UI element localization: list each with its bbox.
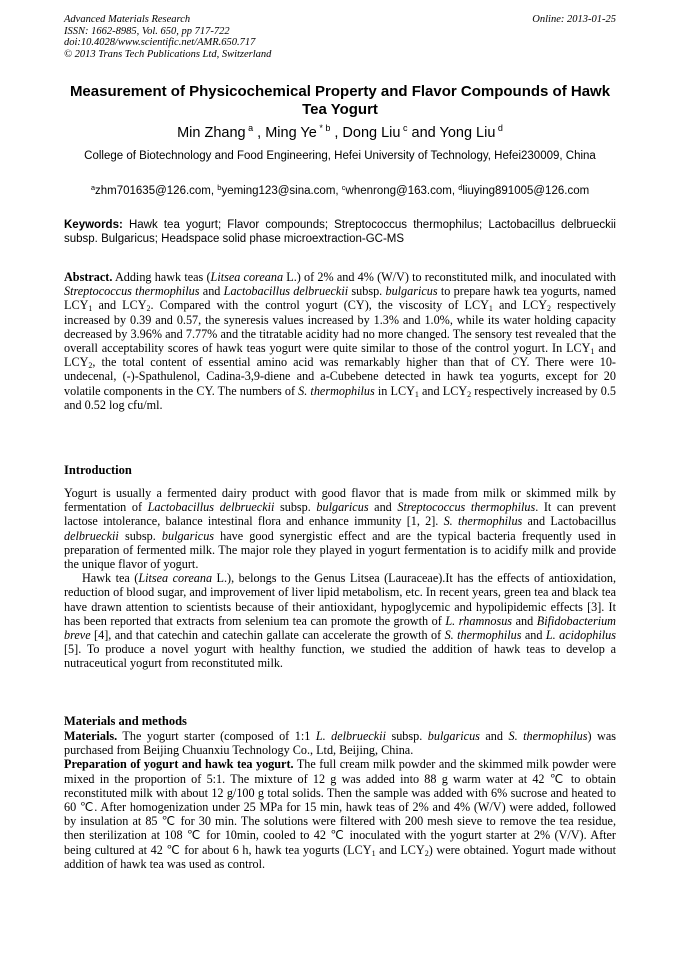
affiliation: College of Biotechnology and Food Engineering, Hefei University of Technology, Hefei230009, China bbox=[84, 150, 596, 162]
text-run: respectively increased by 0.5 and 0.52 log cfu/ml. bbox=[64, 383, 616, 412]
text-run: and LCY bbox=[375, 842, 425, 857]
email-mark: c bbox=[341, 183, 346, 192]
author-mark: a bbox=[245, 123, 254, 133]
italic-run: bulgaricus bbox=[161, 528, 215, 543]
abstract bbox=[64, 270, 616, 412]
email-separator: , bbox=[210, 185, 218, 197]
subscript: 1 bbox=[88, 304, 93, 314]
text-run: and LCY bbox=[492, 298, 548, 313]
author-name: Min Zhang bbox=[177, 125, 246, 141]
run-in-heading: Materials. bbox=[64, 729, 118, 743]
keywords-label: Keywords: bbox=[64, 219, 123, 231]
journal-issn: ISSN: 1662-8985, Vol. 650, pp 717-722 bbox=[64, 25, 230, 37]
text-run: respectively increased by 0.39 and 0.57, the syneresis values increased by 1.3% and 1.0%, while its water holding capacity decreased by 3.96% and 7.77% and the titratable acidity had no more changed. The sensory test revealed that the overall acceptability scores of hawk teas yogurt were quite similar to those of the control yogurt. In LCY bbox=[64, 298, 616, 356]
abstract-text bbox=[64, 270, 616, 412]
italic-run: bulgaricus bbox=[385, 284, 438, 299]
italic-run: bulgaricus bbox=[427, 729, 480, 743]
email-mark: d bbox=[458, 183, 463, 192]
text-run: L.) of 2% and 4% (W/V) to reconstituted milk, and inoculated with bbox=[283, 270, 617, 284]
text-run: and LCY bbox=[92, 298, 147, 313]
methods-body bbox=[64, 729, 616, 871]
italic-run: S. thermophilus bbox=[443, 514, 523, 529]
text-run: Hawk tea ( bbox=[82, 571, 139, 586]
author-name: Ming Ye bbox=[265, 125, 317, 141]
text-run: . It can prevent lactose intolerance, balance intestinal flora and enhance immunity [1, 2]. bbox=[64, 500, 616, 529]
author-separator: and bbox=[407, 125, 440, 141]
text-run: Yogurt is usually a fermented dairy product with good flavor that is made from milk or skimmed milk by fermentation of bbox=[64, 486, 616, 515]
journal-header bbox=[64, 14, 616, 60]
italic-run: Litsea coreana bbox=[138, 571, 213, 586]
journal-name: Advanced Materials Research bbox=[64, 14, 191, 25]
italic-run: Lactobacillus delbrueckii bbox=[147, 500, 275, 515]
subscript: 1 bbox=[414, 389, 419, 399]
text-run: ) were obtained. Yogurt made without addition of hawk tea was used as control. bbox=[64, 842, 616, 871]
online-date: Online: 2013-01-25 bbox=[532, 14, 616, 25]
italic-run: Bifidobacterium breve bbox=[64, 613, 616, 643]
email-address: yeming123@sina.com bbox=[221, 185, 336, 197]
introduction-body bbox=[64, 486, 616, 671]
subscript: 1 bbox=[371, 848, 376, 858]
author-mark: d bbox=[495, 123, 503, 133]
paragraph bbox=[64, 757, 616, 871]
author-mark: c bbox=[400, 123, 408, 133]
text-run: and LCY bbox=[64, 341, 616, 370]
text-run: ) was purchased from Beijing Chuanxiu Technology Co., Ltd, Beijing, China. bbox=[64, 729, 616, 758]
text-run: subsp. bbox=[385, 729, 428, 743]
italic-run: Streptococcus thermophilus bbox=[397, 500, 536, 515]
journal-doi: doi:10.4028/www.scientific.net/AMR.650.717 bbox=[64, 37, 256, 48]
paragraph bbox=[64, 729, 616, 757]
italic-run: S. thermophilus bbox=[298, 383, 375, 398]
email-address: whenrong@163.com bbox=[345, 185, 452, 197]
author-mark: * b bbox=[316, 123, 331, 133]
text-run: subsp. bbox=[274, 500, 317, 515]
text-run: and Lactobacillus bbox=[522, 514, 616, 529]
email-separator: , bbox=[335, 185, 342, 197]
italic-run: L. delbrueckii bbox=[315, 729, 386, 743]
keywords-text: Hawk tea yogurt; Flavor compounds; Streptococcus thermophilus; Lactobacillus delbrueckii subsp. Bulgaricus; Headspace solid phase microextraction-GC-MS bbox=[64, 219, 616, 245]
text-run: and LCY bbox=[418, 383, 468, 398]
text-run: Adding hawk teas ( bbox=[112, 270, 211, 284]
text-run: have good synergistic effect and are the typical bacteria frequently used in preparation of fermented milk. The major role they played in yogurt fermentation is to acidify milk and provide the unique flavor of yogurt. bbox=[64, 528, 616, 572]
italic-run: Streptococcus thermophilus bbox=[64, 284, 200, 299]
italic-run: Lactobacillus delbrueckii bbox=[223, 284, 349, 299]
section-heading-introduction: Introduction bbox=[64, 463, 132, 477]
text-run: . Compared with the control yogurt (CY), the viscosity of LCY bbox=[150, 298, 489, 313]
author-name: Yong Liu bbox=[439, 125, 496, 141]
text-run: subsp. bbox=[118, 528, 162, 543]
email-address: zhm701635@126.com bbox=[95, 185, 211, 197]
section-heading-methods: Materials and methods bbox=[64, 714, 187, 728]
italic-run: S. thermophilus bbox=[444, 628, 522, 643]
text-run: and bbox=[199, 284, 224, 299]
email-list bbox=[64, 184, 616, 198]
subscript: 2 bbox=[424, 848, 429, 858]
subscript: 2 bbox=[547, 304, 552, 314]
text-run: to prepare hawk tea yogurts, named LCY bbox=[64, 284, 616, 313]
text-run: and bbox=[512, 613, 537, 628]
subscript: 2 bbox=[146, 304, 151, 314]
text-run: The yogurt starter (composed of 1:1 bbox=[117, 729, 316, 743]
text-run: subsp. bbox=[348, 284, 386, 299]
email-address: liuying891005@126.com bbox=[462, 185, 590, 197]
text-run: and bbox=[521, 628, 546, 643]
italic-run: delbrueckii bbox=[64, 528, 119, 543]
author-separator: , bbox=[253, 125, 266, 141]
text-run: and bbox=[368, 500, 398, 515]
subscript: 1 bbox=[488, 304, 493, 314]
italic-run: S. thermophilus bbox=[508, 729, 588, 743]
email-separator: , bbox=[451, 185, 459, 197]
text-run: and bbox=[479, 729, 509, 743]
text-run: L.), belongs to the Genus Litsea (Lauraceae).It has the effects of antioxidation, reduction of blood sugar, and improvement of liver lipid metabolism, etc. In recent years, green tea and black tea have drawn attention to scientists because of their antioxidant, hypoglycemic and hypolipidemic effects [3]. It has been reported that extracts from selenium tea can promote the growth of bbox=[64, 571, 616, 628]
author-name: Dong Liu bbox=[342, 125, 401, 141]
email-mark: a bbox=[90, 183, 95, 192]
author-list bbox=[64, 124, 616, 142]
paragraph bbox=[64, 571, 616, 670]
text-run: , the total content of essential amino acid was remarkably higher than that of CY. There were 10-undecenal, (-)-Spathulenol, Cadina-3,9-diene and a-Cubebene detected in hawk tea yogurts, except for 20 volatile components in the CY. The numbers of bbox=[64, 355, 616, 398]
text-run: The full cream milk powder and the skimmed milk powder were mixed in the proportion of 5:1. The mixture of 12 g was added into 88 g warm water at 42 ℃ to obtain reconstituted milk with about 12 g/100 g total solids. Then the sample was added with 6% sucrose and heated to 60 ℃. After homogenization under 25 MPa for 15 min, hawk teas of 2% and 4% (W/V) were added, followed by insulation at 85 ℃ for 30 min. The solutions were filtered with 200 mesh sieve to remove the tea residue, then sterilization at 108 ℃ for 10min, cooled to 42 ℃ inoculated with the yogurt starter at 2% (V/V). After being cultured at 42 ℃ for about 6 h, hawk tea yogurts (LCY bbox=[64, 757, 616, 857]
subscript: 2 bbox=[467, 389, 472, 399]
subscript: 1 bbox=[590, 347, 595, 357]
keywords bbox=[64, 218, 616, 246]
text-run: [4], and that catechin and catechin gallate can accelerate the growth of bbox=[90, 628, 445, 643]
subscript: 2 bbox=[88, 361, 93, 371]
paragraph bbox=[64, 486, 616, 571]
journal-copyright: © 2013 Trans Tech Publications Ltd, Switzerland bbox=[64, 48, 272, 60]
abstract-label: Abstract. bbox=[64, 270, 113, 284]
text-run: [5]. To produce a novel yogurt with healthy function, we studied the addition of hawk teas to develop a nutraceutical yogurt from reconstituted milk. bbox=[64, 642, 616, 671]
run-in-heading: Preparation of yogurt and hawk tea yogurt. bbox=[64, 757, 294, 772]
text-run: in LCY bbox=[374, 383, 415, 398]
italic-run: Litsea coreana bbox=[210, 270, 284, 284]
author-separator: , bbox=[330, 125, 343, 141]
paper-title: Measurement of Physicochemical Property and Flavor Compounds of Hawk Tea Yogurt bbox=[69, 83, 611, 118]
email-mark: b bbox=[217, 183, 222, 192]
italic-run: L. acidophilus bbox=[545, 628, 616, 643]
italic-run: L. rhamnosus bbox=[445, 613, 513, 628]
italic-run: bulgaricus bbox=[316, 500, 369, 515]
